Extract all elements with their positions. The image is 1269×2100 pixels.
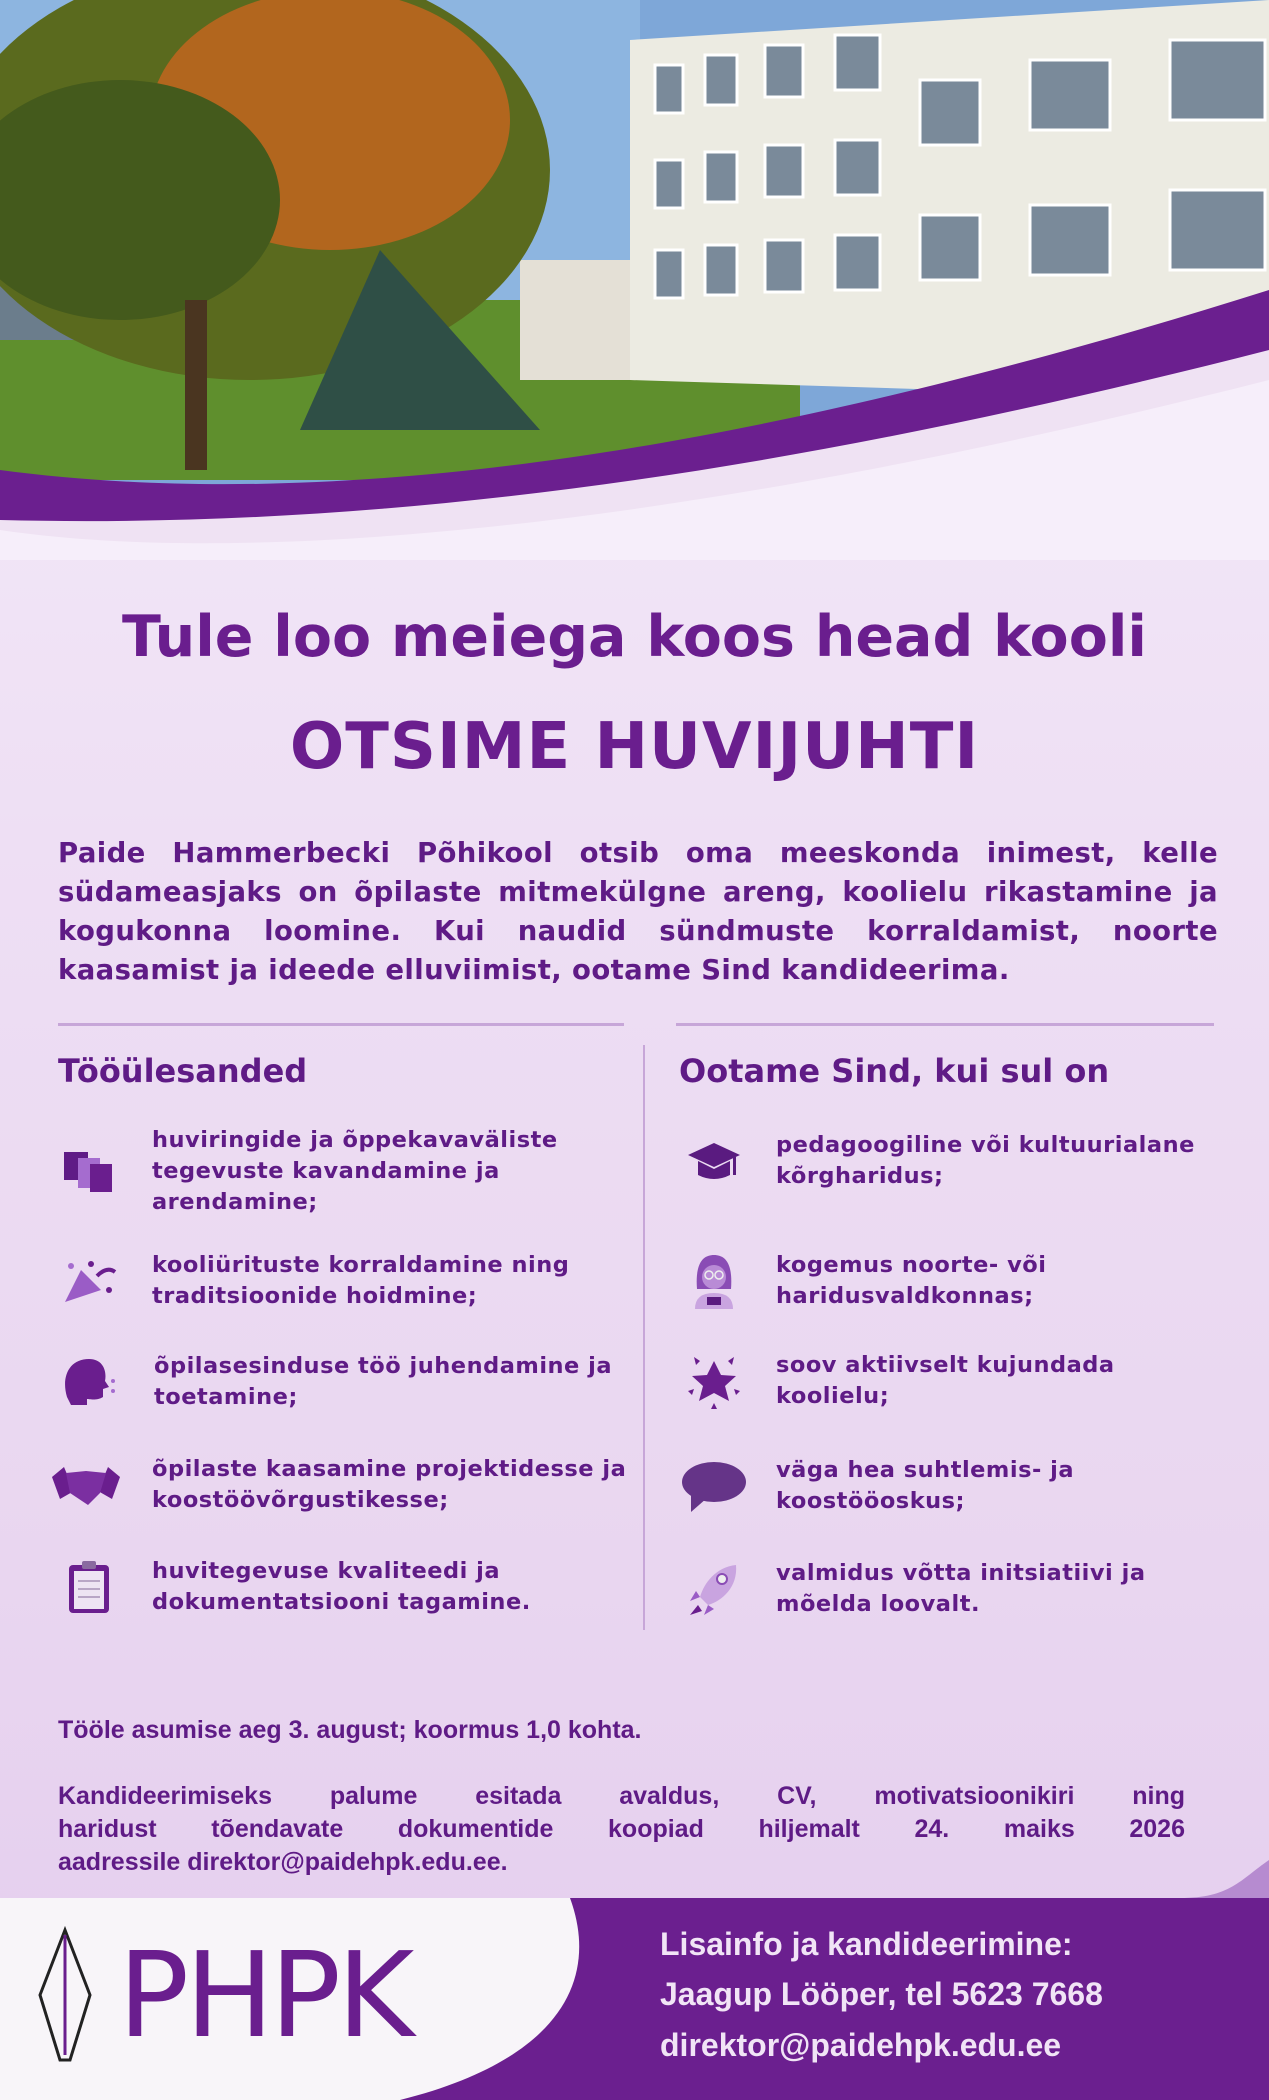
- clipboard-icon: [54, 1557, 124, 1617]
- rocket-icon: [679, 1559, 749, 1619]
- requirement-text: valmidus võtta initsiatiivi ja mõelda loovalt.: [776, 1560, 1146, 1617]
- contact-heading: Lisainfo ja kandideerimine:: [660, 1926, 1073, 1962]
- requirement-text: soov aktiivselt kujundada koolielu;: [776, 1352, 1115, 1409]
- requirement-text: väga hea suhtlemis- ja koostööoskus;: [776, 1457, 1075, 1514]
- application-line-1: Kandideerimiseks palume esitada avaldus, CV, motivatsioonikiri ning: [58, 1782, 1185, 1810]
- duty-item: [50, 1454, 632, 1516]
- contact-person: Jaagup Lööper, tel 5623 7668: [660, 1976, 1103, 2012]
- speaking-head-icon: [54, 1352, 124, 1412]
- duty-item: [54, 1125, 612, 1218]
- school-photo: [0, 0, 1269, 560]
- school-logo: [30, 1925, 420, 2075]
- teacher-icon: [679, 1251, 749, 1311]
- logo-text: PHPK: [118, 1926, 411, 2064]
- requirement-item: [679, 1558, 1226, 1620]
- column-divider: [643, 1045, 645, 1630]
- application-line-3: aadressile direktor@paidehpk.edu.ee.: [58, 1848, 508, 1876]
- start-info: Tööle asumise aeg 3. august; koormus 1,0 kohta.: [58, 1716, 642, 1744]
- duty-text: huvitegevuse kvaliteedi ja dokumentatsiooni tagamine.: [152, 1558, 531, 1615]
- party-popper-icon: [54, 1251, 124, 1311]
- requirement-text: pedagoogiline või kultuurialane kõrgharidus;: [776, 1132, 1195, 1189]
- duty-text: huviringide ja õppekavaväliste tegevuste kavandamine ja arendamine;: [152, 1127, 558, 1215]
- contact-email[interactable]: direktor@paidehpk.edu.ee: [660, 2027, 1062, 2063]
- books-icon: [54, 1142, 124, 1202]
- handshake-icon: [50, 1455, 120, 1515]
- duty-item: [54, 1556, 612, 1618]
- requirement-text: kogemus noorte- või haridusvaldkonnas;: [776, 1252, 1047, 1309]
- duties-heading: Tööülesanded: [58, 1052, 308, 1090]
- application-line-2: haridust tõendavate dokumentide koopiad hiljemalt 24. maiks 2026: [58, 1815, 1185, 1843]
- requirement-item: [679, 1250, 1226, 1312]
- duty-text: kooliürituste korraldamine ning traditsioonide hoidmine;: [152, 1252, 570, 1309]
- graduation-cap-icon: [679, 1131, 749, 1191]
- divider-right: [676, 1023, 1214, 1026]
- requirement-item: [679, 1455, 1226, 1517]
- duty-item: [54, 1351, 624, 1413]
- duty-item: [54, 1250, 622, 1312]
- requirements-heading: Ootame Sind, kui sul on: [679, 1052, 1110, 1090]
- duty-text: õpilasesinduse töö juhendamine ja toetamine;: [154, 1353, 613, 1410]
- feather-pen-icon: [30, 1925, 100, 2075]
- position-title: OTSIME HUVIJUHTI: [289, 710, 980, 784]
- speech-bubble-icon: [679, 1456, 749, 1516]
- requirement-item: [679, 1130, 1226, 1192]
- requirement-item: [679, 1350, 1226, 1412]
- star-icon: [679, 1351, 749, 1411]
- duty-text: õpilaste kaasamine projektidesse ja koostöövõrgustikesse;: [152, 1456, 627, 1513]
- intro-paragraph: Paide Hammerbecki Põhikool otsib oma meeskonda inimest, kelle südameasjaks on õpilaste mitmekülgne areng, koolielu rikastamine ja kogukonna loomine. Kui naudid sündmuste korraldamist, noorte kaasamist ja ideede elluviimist, ootame Sind kandideerima.: [58, 837, 1218, 986]
- headline: Tule loo meiega koos head kooli: [122, 604, 1147, 670]
- divider-left: [58, 1023, 624, 1026]
